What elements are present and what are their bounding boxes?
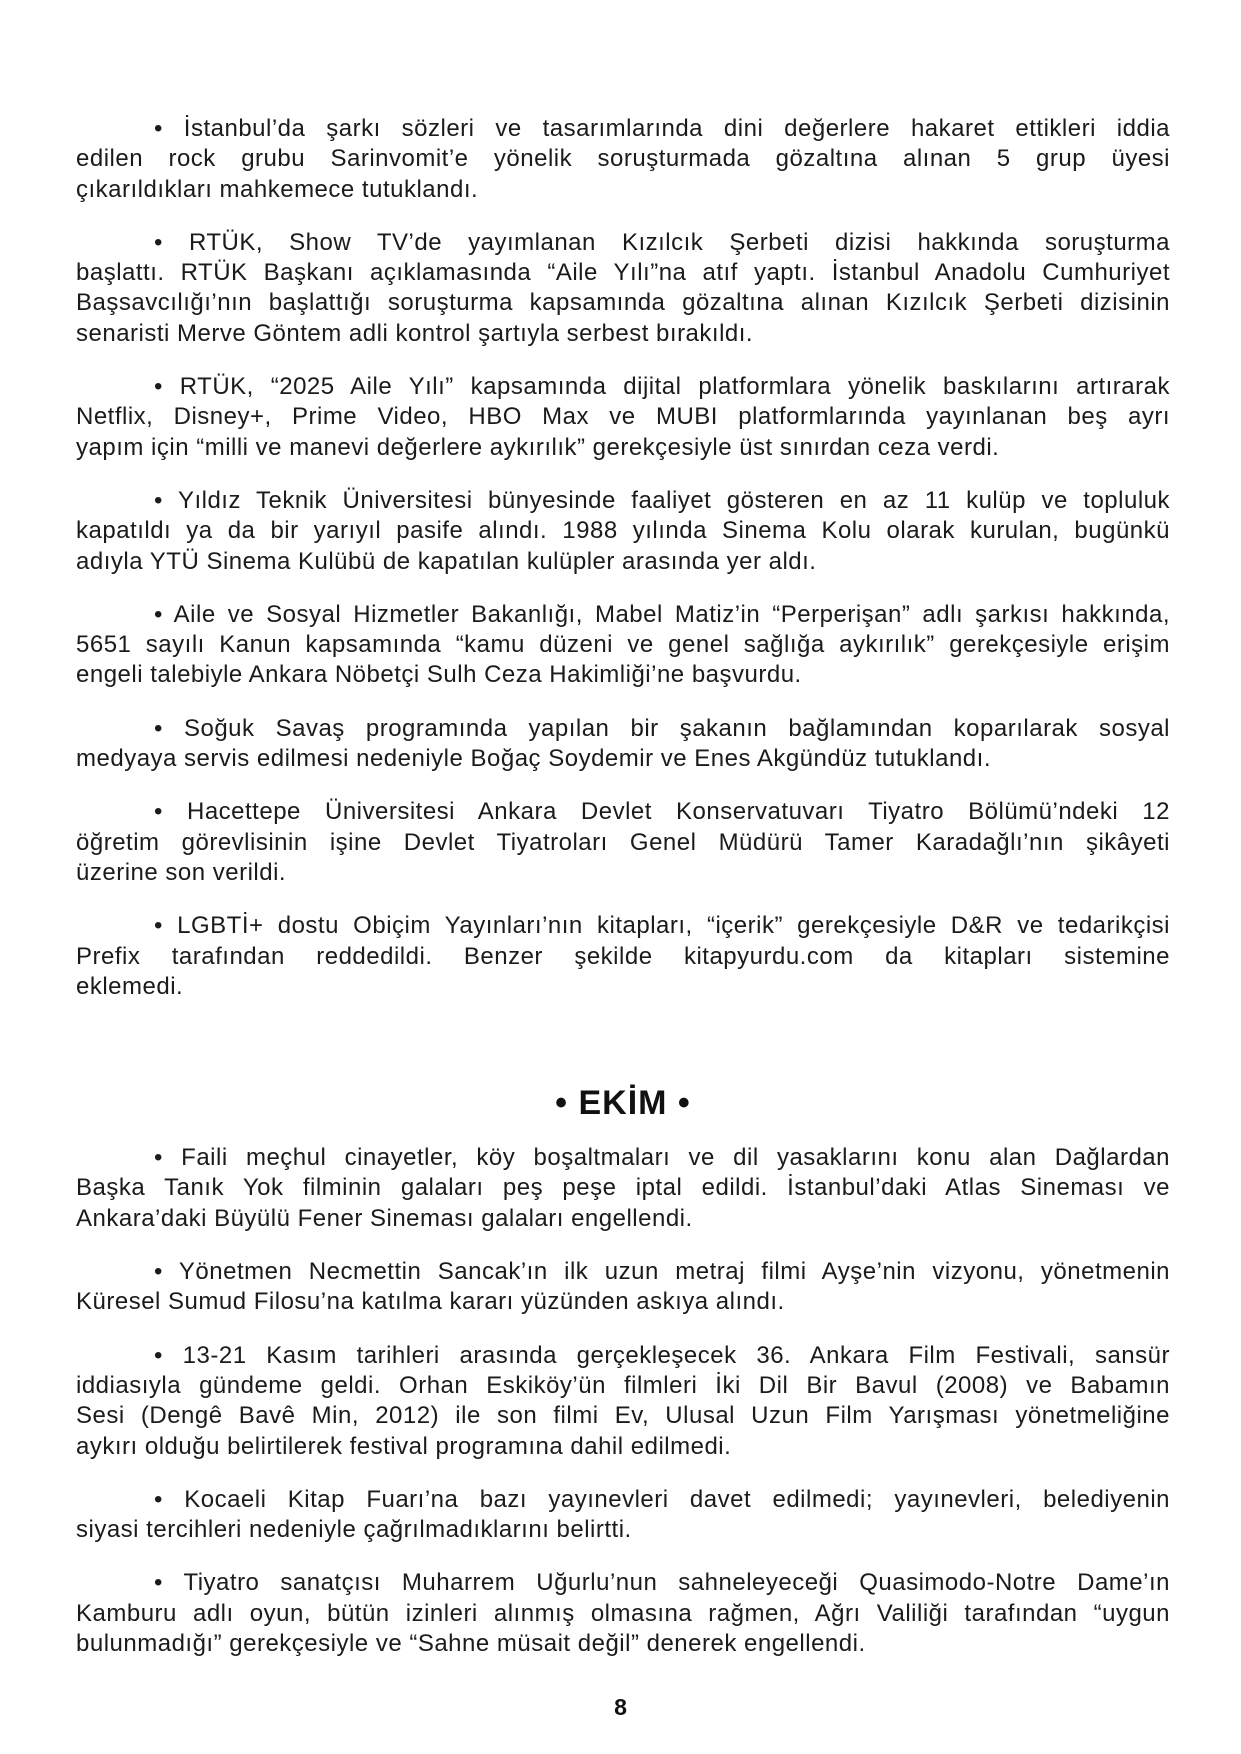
text-line: aykırı olduğu belirtilerek festival programına dahil edilmedi. — [76, 1432, 732, 1460]
section-heading: • EKİM • — [555, 1084, 691, 1123]
text-line: • LGBTİ+ dostu Obiçim Yayınları’nın kitapları, “içerik” gerekçesiyle D&R ve tedarikçisi — [154, 912, 1170, 940]
text-line: • Soğuk Savaş programında yapılan bir şakanın bağlamından koparılarak sosyal — [154, 714, 1170, 742]
text-line: siyasi tercihleri nedeniyle çağrılmadıklarını belirtti. — [76, 1516, 632, 1544]
text-line: üzerine son verildi. — [76, 858, 287, 886]
text-line: Başsavcılığı’nın başlattığı soruşturma kapsamında gözaltına alınan Kızılcık Şerbeti dizisinin — [76, 289, 1170, 317]
text-line: Ankara’daki Büyülü Fener Sineması galaları engellendi. — [76, 1204, 693, 1232]
entries-list — [76, 114, 1170, 1025]
entry-paragraph — [76, 797, 1170, 888]
text-line: • Yönetmen Necmettin Sancak’ın ilk uzun metraj filmi Ayşe’nin vizyonu, yönetmenin — [154, 1258, 1170, 1286]
text-line: yapım için “milli ve manevi değerlere aykırılık” gerekçesiyle üst sınırdan ceza verdi. — [76, 433, 1000, 461]
entry-paragraph — [76, 372, 1170, 463]
text-line: adıyla YTÜ Sinema Kulübü de kapatılan kulüpler arasında yer aldı. — [76, 547, 817, 575]
text-line: çıkarıldıkları mahkemece tutuklandı. — [76, 175, 479, 203]
text-line: • Yıldız Teknik Üniversitesi bünyesinde faaliyet gösteren en az 11 kulüp ve topluluk — [154, 486, 1170, 514]
text-line: • RTÜK, “2025 Aile Yılı” kapsamında dijital platformlara yönelik baskılarını artırarak — [154, 373, 1170, 401]
text-line: • RTÜK, Show TV’de yayımlanan Kızılcık Şerbeti dizisi hakkında soruşturma — [154, 228, 1170, 256]
text-line: iddiasıyla gündeme geldi. Orhan Eskiköy’ün filmleri İki Dil Bir Bavul (2008) ve Babamın — [76, 1371, 1170, 1399]
text-line: • İstanbul’da şarkı sözleri ve tasarımlarında dini değerlere hakaret ettikleri iddia — [154, 115, 1170, 142]
text-line: • Faili meçhul cinayetler, köy boşaltmaları ve dil yasaklarını konu alan Dağlardan — [154, 1144, 1170, 1172]
entry-paragraph — [76, 714, 1170, 775]
text-line: senaristi Merve Göntem adli kontrol şartıyla serbest bırakıldı. — [76, 319, 754, 347]
text-line: • Aile ve Sosyal Hizmetler Bakanlığı, Mabel Matiz’in “Perperişan” adlı şarkısı hakkında, — [154, 600, 1170, 628]
body-text — [76, 114, 1170, 1682]
text-line: Sesi (Dengê Bavê Min, 2012) ile son filmi Ev, Ulusal Uzun Film Yarışması yönetmeliğine — [76, 1402, 1170, 1430]
text-line: • 13-21 Kasım tarihleri arasında gerçekleşecek 36. Ankara Film Festivali, sansür — [154, 1341, 1170, 1369]
entry-paragraph — [76, 114, 1170, 205]
text-line: bulunmadığı” gerekçesiyle ve “Sahne müsait değil” denerek engellendi. — [76, 1629, 866, 1657]
text-line: öğretim görevlisinin işine Devlet Tiyatroları Genel Müdürü Tamer Karadağlı’nın şikâyeti — [76, 828, 1170, 856]
text-line: Başka Tanık Yok filminin galaları peş peşe iptal edildi. İstanbul’daki Atlas Sineması ve — [76, 1174, 1170, 1202]
section-entries-list — [76, 1143, 1170, 1682]
text-line: başlattı. RTÜK Başkanı açıklamasında “Aile Yılı”na atıf yaptı. İstanbul Anadolu Cumhuriyet — [76, 259, 1170, 287]
entry-paragraph — [76, 486, 1170, 577]
entry-paragraph — [76, 911, 1170, 1002]
text-line: Kamburu adlı oyun, bütün izinleri alınmış olmasına rağmen, Ağrı Valiliği tarafından “uygun — [76, 1599, 1170, 1627]
text-line: edilen rock grubu Sarinvomit’e yönelik soruşturmada gözaltına alınan 5 grup üyesi — [76, 145, 1170, 173]
text-line: • Hacettepe Üniversitesi Ankara Devlet Konservatuvarı Tiyatro Bölümü’ndeki 12 — [154, 798, 1170, 826]
text-line: • Tiyatro sanatçısı Muharrem Uğurlu’nun sahneleyeceği Quasimodo-Notre Dame’ın — [154, 1569, 1170, 1597]
text-line: medyaya servis edilmesi nedeniyle Boğaç Soydemir ve Enes Akgündüz tutuklandı. — [76, 745, 991, 773]
text-line: eklemedi. — [76, 972, 184, 1000]
text-line: 5651 sayılı Kanun kapsamında “kamu düzeni ve genel sağlığa aykırılık” gerekçesiyle erişim — [76, 631, 1170, 659]
entry-paragraph — [76, 1143, 1170, 1234]
entry-paragraph — [76, 228, 1170, 349]
text-line: • Kocaeli Kitap Fuarı’na bazı yayınevleri davet edilmedi; yayınevleri, belediyenin — [154, 1485, 1170, 1513]
text-line: Küresel Sumud Filosu’na katılma kararı yüzünden askıya alındı. — [76, 1288, 785, 1316]
entry-paragraph — [76, 600, 1170, 691]
text-line: engeli talebiyle Ankara Nöbetçi Sulh Ceza Hakimliği’ne başvurdu. — [76, 661, 802, 689]
text-line: Netflix, Disney+, Prime Video, HBO Max ve MUBI platformlarında yayınlanan beş ayrı — [76, 403, 1170, 431]
entry-paragraph — [76, 1257, 1170, 1318]
text-line: kapatıldı ya da bir yarıyıl pasife alındı. 1988 yılında Sinema Kolu olarak kurulan, bugünkü — [76, 517, 1170, 545]
page-number: 8 — [614, 1694, 627, 1720]
entry-paragraph — [76, 1568, 1170, 1659]
entry-paragraph — [76, 1485, 1170, 1546]
entry-paragraph — [76, 1341, 1170, 1462]
text-line: Prefix tarafından reddedildi. Benzer şekilde kitapyurdu.com da kitapları sistemine — [76, 942, 1170, 970]
